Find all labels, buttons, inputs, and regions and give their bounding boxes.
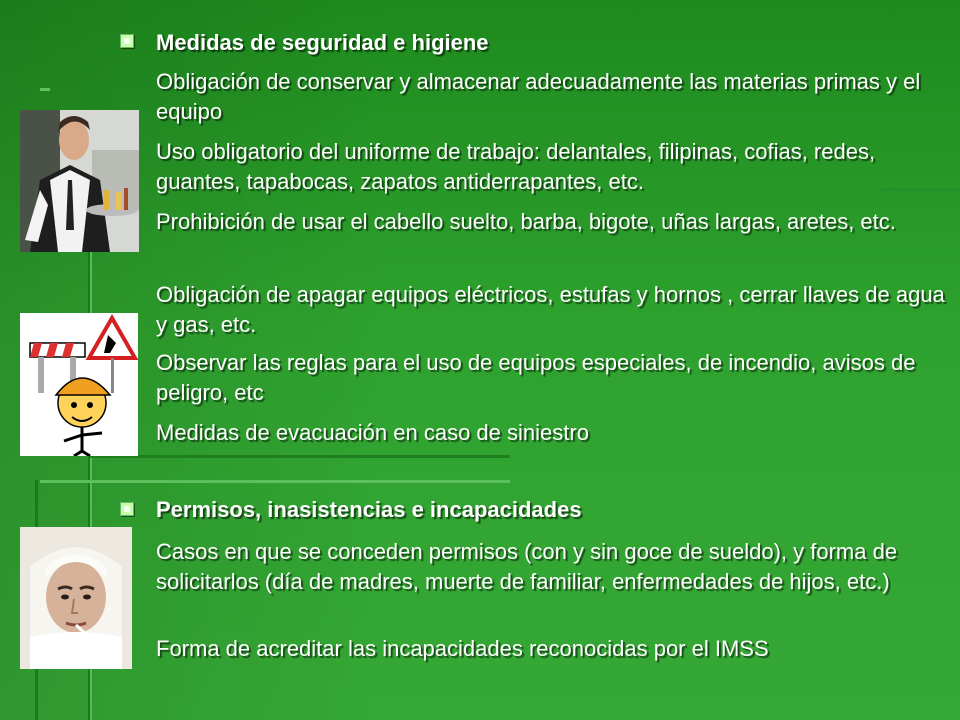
list-item: Observar las reglas para el uso de equipos especiales, de incendio, avisos de peligro, etc [156,350,916,405]
list-item: Prohibición de usar el cabello suelto, barba, bigote, uñas largas, aretes, etc. [156,209,896,234]
list-item: Forma de acreditar las incapacidades reconocidas por el IMSS [156,636,769,661]
section-heading-permisos: Permisos, inasistencias e incapacidades [156,497,582,522]
list-item: Obligación de apagar equipos eléctricos, estufas y hornos , cerrar llaves de agua y gas, etc. [156,282,945,337]
list-item: Medidas de evacuación en caso de siniestro [156,420,589,445]
list-item: Casos en que se conceden permisos (con y sin goce de sueldo), y forma de solicitarlos (día de madres, muerte de familiar, enfermedades de hijos, etc.) [156,539,898,594]
bullet-icon [120,34,134,48]
bullet-icon [120,502,134,516]
list-item: Obligación de conservar y almacenar adecuadamente las materias primas y el equipo [156,69,921,124]
list-item: Uso obligatorio del uniforme de trabajo: delantales, filipinas, cofias, redes, guantes, tapabocas, zapatos antiderrapantes, etc. [156,139,876,194]
section-heading-seguridad: Medidas de seguridad e higiene [156,30,489,55]
